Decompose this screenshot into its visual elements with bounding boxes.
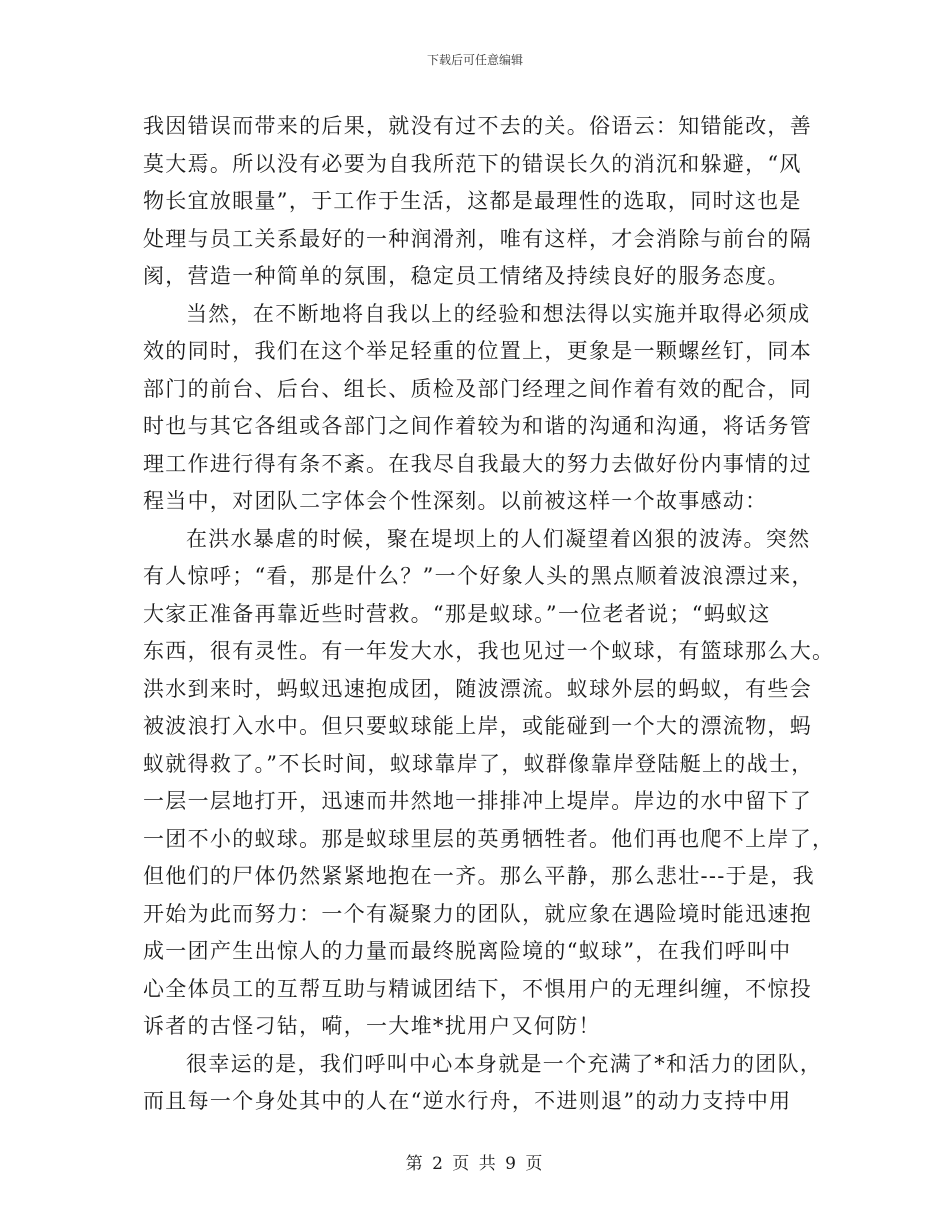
text-line: 阂，营造一种简单的氛围，稳定员工情绪及持续良好的服务态度。: [143, 264, 790, 288]
text-line: 蚁就得救了。”不长时间，蚁球靠岸了，蚁群像靠岸登陆艇上的战士，: [143, 751, 814, 776]
paragraph: [143, 296, 811, 521]
text-line: 在洪水暴虐的时候，聚在堤坝上的人们凝望着凶狠的波涛。突然: [186, 526, 811, 551]
text-line: 一层一层地打开，迅速而井然地一排排冲上堤岸。岸边的水中留下了: [143, 789, 812, 813]
paragraph: [143, 521, 835, 1046]
text-line: 一团不小的蚁球。那是蚁球里层的英勇牺牲者。他们再也爬不上岸了，: [143, 826, 835, 851]
text-line: 效的同时，我们在这个举足轻重的位置上，更象是一颗螺丝钉，同本: [143, 339, 812, 363]
text-line: 但他们的尸体仍然紧紧地抱在一齐。那么平静，那么悲壮---于是，我: [143, 864, 815, 888]
text-line: 理工作进行得有条不紊。在我尽自我最大的努力去做好份内事情的过: [143, 451, 812, 476]
text-line: 成一团产生出惊人的力量而最终脱离险境的“蚁球”，在我们呼叫中: [143, 939, 792, 963]
paragraph: [143, 1046, 823, 1121]
text-line: 被波浪打入水中。但只要蚁球能上岸，或能碰到一个大的漂流物，蚂: [143, 714, 812, 738]
text-line: 我因错误而带来的后果，就没有过不去的关。俗语云：知错能改，善: [143, 114, 812, 138]
paragraph: [143, 108, 811, 296]
text-line: 部门的前台、后台、组长、质检及部门经理之间作着有效的配合，同: [143, 376, 812, 401]
text-line: 很幸运的是，我们呼叫中心本身就是一个充满了*和活力的团队，: [186, 1051, 823, 1076]
text-line: 而且每一个身处其中的人在“逆水行舟，不进则退”的动力支持中用: [143, 1089, 792, 1113]
text-line: 诉者的古怪刁钻，嗬，一大堆*扰用户又何防！: [143, 1014, 601, 1038]
text-line: 大家正准备再靠近些时营救。“那是蚁球。”一位老者说；“蚂蚁这: [143, 601, 771, 626]
text-line: 物长宜放眼量”，于工作于生活，这都是最理性的选取，同时这也是: [143, 189, 802, 213]
text-line: 洪水到来时，蚂蚁迅速抱成团，随波漂流。蚁球外层的蚂蚁，有些会: [143, 676, 812, 701]
text-line: 有人惊呼；“看，那是什么？”一个好象人头的黑点顺着波浪漂过来，: [143, 564, 814, 588]
text-line: 东西，很有灵性。有一年发大水，我也见过一个蚁球，有篮球那么大。: [143, 639, 835, 663]
text-line: 开始为此而努力：一个有凝聚力的团队，就应象在遇险境时能迅速抱: [143, 901, 812, 926]
document-body: [143, 108, 835, 1121]
page-header: 下载后可任意编辑: [426, 53, 523, 67]
text-line: 莫大焉。所以没有必要为自我所范下的错误长久的消沉和躲避，“风: [143, 151, 802, 176]
page-footer: 第 2 页 共 9 页: [405, 1154, 545, 1174]
text-line: 当然，在不断地将自我以上的经验和想法得以实施并取得必须成: [186, 301, 811, 326]
text-line: 时也与其它各组或各部门之间作着较为和谐的沟通和沟通，将话务管: [143, 414, 812, 438]
text-line: 程当中，对团队二字体会个性深刻。以前被这样一个故事感动：: [143, 489, 768, 513]
text-line: 处理与员工关系最好的一种润滑剂，唯有这样，才会消除与前台的隔: [143, 226, 812, 251]
text-line: 心全体员工的互帮互助与精诚团结下，不惧用户的无理纠缠，不惊投: [143, 976, 812, 1001]
